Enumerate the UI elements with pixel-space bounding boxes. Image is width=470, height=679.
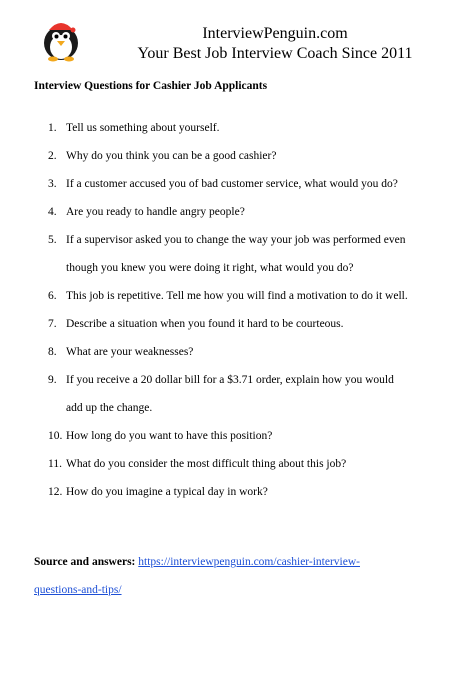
question-text: Tell us something about yourself. bbox=[66, 122, 220, 134]
source-section bbox=[34, 548, 454, 604]
question-number: 11. bbox=[48, 458, 62, 470]
source-link-line1[interactable]: https://interviewpenguin.com/cashier-interview- bbox=[138, 556, 360, 568]
question-text: This job is repetitive. Tell me how you will find a motivation to do it well. bbox=[66, 290, 408, 302]
question-number: 3. bbox=[48, 178, 57, 190]
source-label: Source and answers: bbox=[34, 556, 136, 568]
question-number: 8. bbox=[48, 346, 57, 358]
question-number: 10. bbox=[48, 430, 63, 442]
penguin-icon bbox=[40, 18, 82, 62]
question-text: How long do you want to have this position? bbox=[66, 430, 273, 442]
question-number: 12. bbox=[48, 486, 63, 498]
question-text: How do you imagine a typical day in work? bbox=[66, 486, 268, 498]
question-text: Why do you think you can be a good cashier? bbox=[66, 150, 277, 162]
source-link-line2[interactable]: questions-and-tips/ bbox=[34, 584, 122, 596]
question-number: 9. bbox=[48, 374, 57, 386]
site-name: InterviewPenguin.com bbox=[202, 25, 348, 42]
question-text: If a supervisor asked you to change the way your job was performed even bbox=[66, 234, 406, 246]
document-title: Interview Questions for Cashier Job Applicants bbox=[34, 80, 268, 92]
question-text-continued: though you knew you were doing it right, what would you do? bbox=[66, 262, 354, 274]
question-text: What do you consider the most difficult thing about this job? bbox=[66, 458, 347, 470]
question-number: 6. bbox=[48, 290, 57, 302]
question-text: Are you ready to handle angry people? bbox=[66, 206, 245, 218]
question-number: 2. bbox=[48, 150, 57, 162]
question-text: If a customer accused you of bad customer service, what would you do? bbox=[66, 178, 398, 190]
site-tagline: Your Best Job Interview Coach Since 2011 bbox=[137, 45, 413, 62]
question-number: 1. bbox=[48, 122, 57, 134]
question-text: If you receive a 20 dollar bill for a $3.71 order, explain how you would bbox=[66, 374, 394, 386]
question-number: 7. bbox=[48, 318, 57, 330]
question-text: What are your weaknesses? bbox=[66, 346, 194, 358]
question-number: 4. bbox=[48, 206, 57, 218]
question-text-continued: add up the change. bbox=[66, 402, 153, 414]
question-text: Describe a situation when you found it hard to be courteous. bbox=[66, 318, 344, 330]
page-header bbox=[0, 0, 470, 72]
question-number: 5. bbox=[48, 234, 57, 246]
